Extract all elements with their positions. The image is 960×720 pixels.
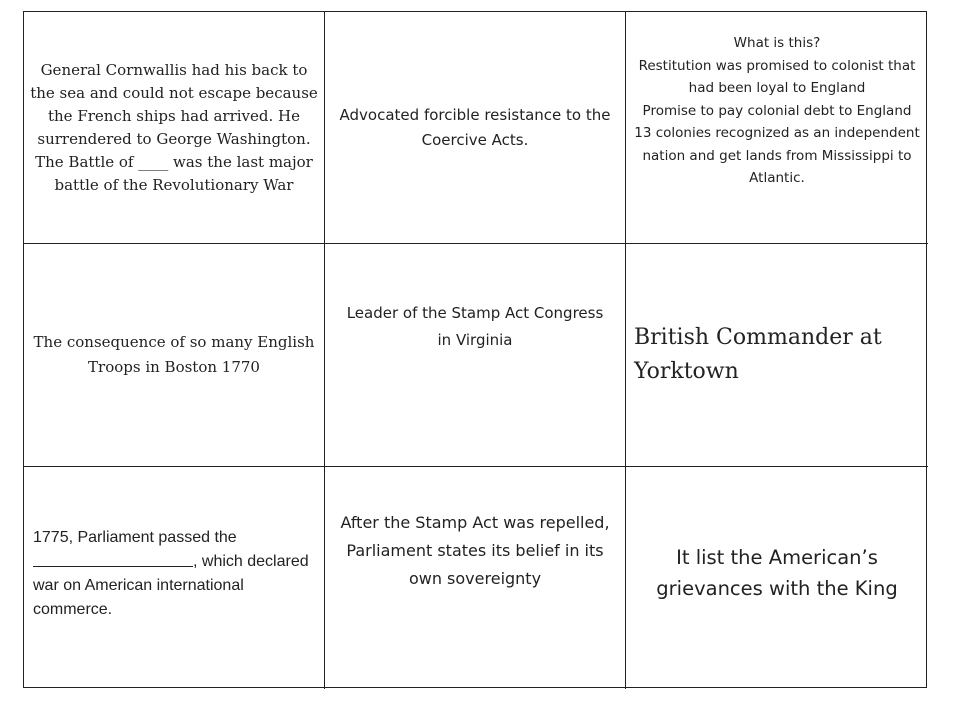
card-text: After the Stamp Act was repelled, Parliament states its belief in its own sovereignty [340, 513, 610, 588]
card-text-after: , which declared war on American international commerce. [33, 553, 309, 618]
card-text: Leader of the Stamp Act Congress in Virginia [346, 304, 604, 349]
card-text: It list the American’s grievances with the King [656, 546, 898, 600]
fill-in-blank [33, 550, 193, 567]
card-line: Promise to pay colonial debt to England [642, 102, 912, 119]
card-question: What is this? [733, 35, 821, 51]
card-british-commander [626, 244, 928, 467]
card-line: 13 colonies recognized as an independent nation and get lands from Mississippi to Atlantic. [634, 125, 920, 186]
card-line: Restitution was promised to colonist that had been loyal to England [638, 57, 916, 96]
card-text [33, 526, 316, 622]
card-boston-troops [24, 244, 325, 467]
card-text: British Commander at Yorktown [634, 325, 882, 384]
card-text: The consequence of so many English Troops in Boston 1770 [33, 333, 315, 376]
card-yorktown-battle [24, 12, 325, 244]
card-coercive-acts-resistance [325, 12, 626, 244]
card-treaty-terms [626, 12, 928, 244]
card-text: Advocated forcible resistance to the Coercive Acts. [339, 105, 611, 149]
card-stamp-act-congress-leader [325, 244, 626, 467]
card-declaratory-act [325, 467, 626, 689]
card-prohibitory-act [24, 467, 325, 689]
card-text: General Cornwallis had his back to the sea and could not escape because the French ships had arrived. He surrendered to George Washington. The Battle of ____ was the last major battle of the Revolutionary War [30, 60, 318, 194]
card-text-before: 1775, Parliament passed the [33, 529, 237, 546]
card-declaration-grievances [626, 467, 928, 689]
question-grid [23, 11, 927, 688]
